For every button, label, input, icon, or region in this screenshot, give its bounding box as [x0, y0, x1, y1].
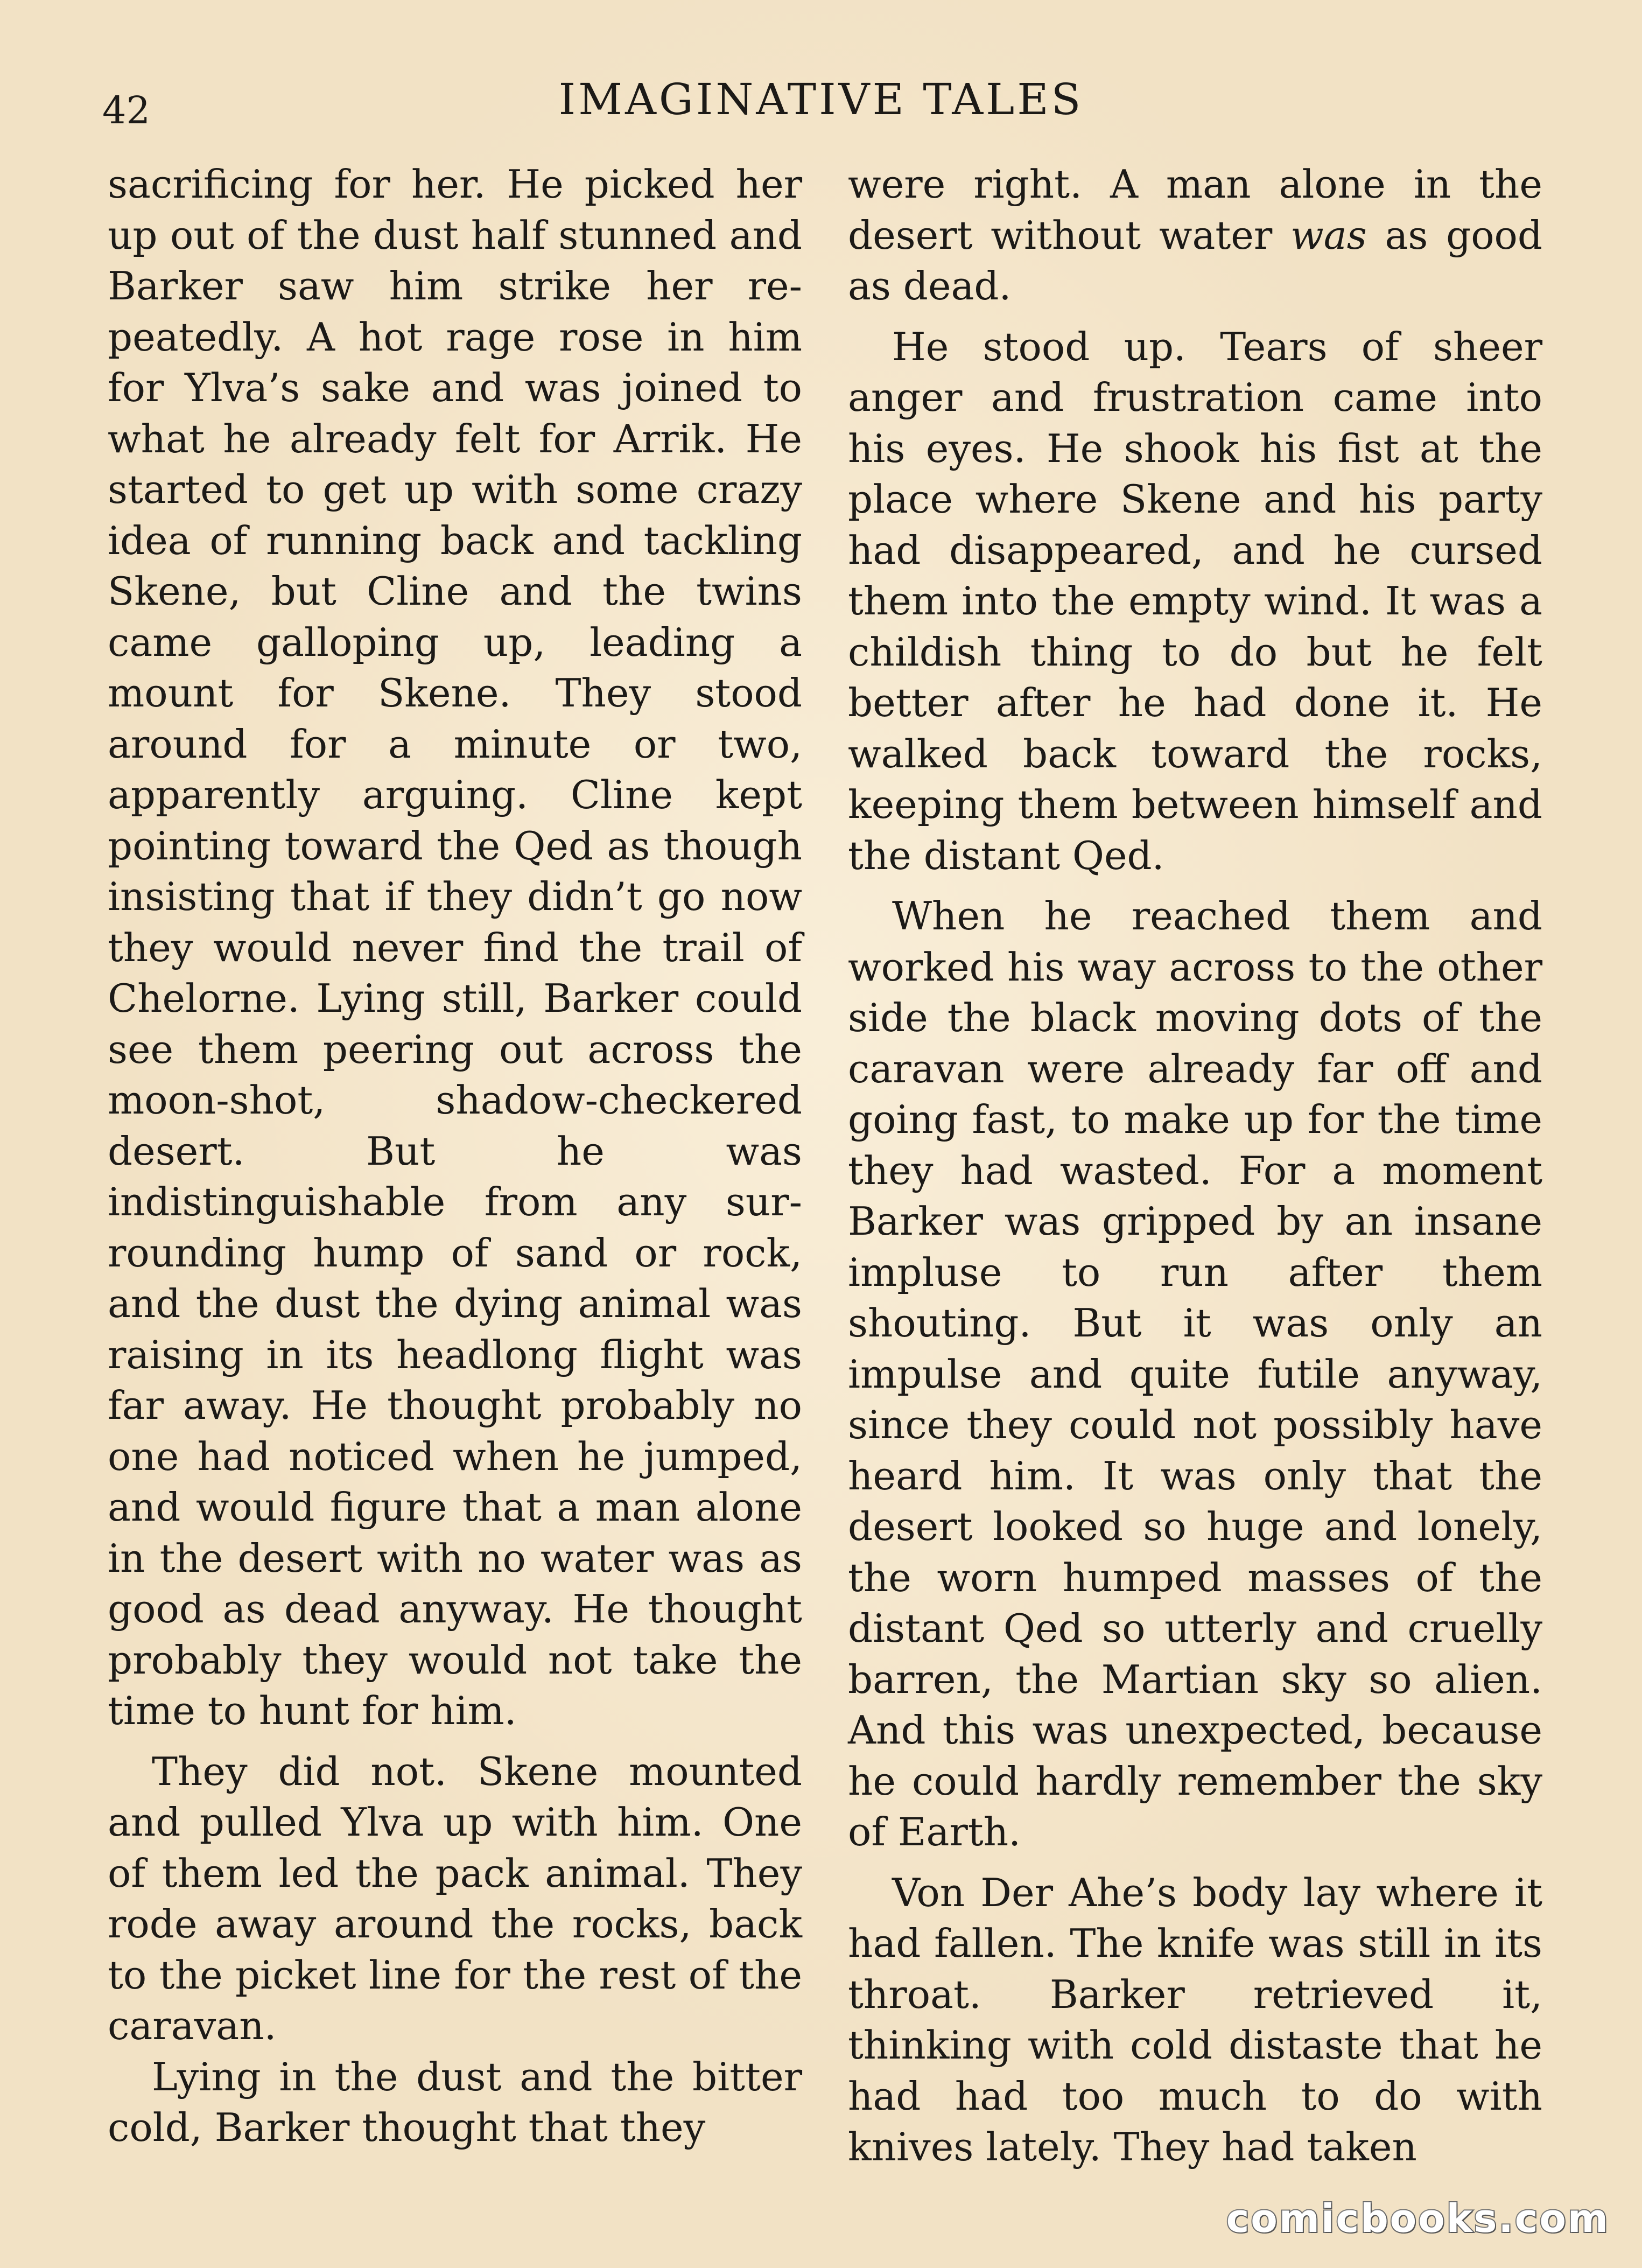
paragraph: He stood up. Tears of sheer anger and frustration came into his eyes. He shook his fist at the place where Skene and his party had disappeared, and he cursed them into the empty wind. It was a childish thing to do but he felt better after he had done it. He walked back toward the rocks, keeping them between himself and the distant Qed.: [848, 324, 1542, 878]
watermark-logo: comicbooks.com: [1226, 2196, 1610, 2241]
left-text-column: [108, 159, 802, 2150]
paragraph-text: were right. A man alone in the desert without water: [848, 162, 1542, 258]
paragraph: Von Der Ahe’s body lay where it had fallen. The knife was still in its throat. Barker retrieved it, thinking with cold distaste that he had had too much to do with knives lately. They had taken: [848, 1870, 1542, 2169]
running-title: IMAGINATIVE TALES: [558, 74, 1084, 124]
emphasized-word: was: [1290, 212, 1367, 258]
page-header: [0, 65, 1642, 132]
paragraph: [848, 159, 1542, 312]
paragraph-text: as good as dead.: [848, 212, 1542, 309]
page-number: 42: [102, 88, 151, 132]
paragraph: Lying in the dust and the bitter cold, Barker thought that they: [108, 2054, 802, 2150]
right-text-column: [848, 159, 1542, 2169]
paragraph: When he reached them and worked his way across to the other side the black moving dots of the caravan were already far off and going fast, to make up for the time they had wasted. For a moment Barker was gripped by an insane impluse to run after them shouting. But it was only an impulse and quite futile anyway, since they could not possibly have heard him. It was only that the desert looked so huge and lonely, the worn humped masses of the distant Qed so utterly and cruelly barren, the Martian sky so alien. And this was unexpected, because he could hardly remember the sky of Earth.: [848, 893, 1542, 1854]
paragraph: They did not. Skene mounted and pulled Ylva up with him. One of them led the pack animal. They rode away around the rocks, back to the picket line for the rest of the caravan.: [108, 1748, 802, 2048]
paragraph: sacrificing for her. He picked her up out of the dust half stunned and Barker saw him strike her repeatedly. A hot rage rose in him for Ylva’s sake and was joined to what he already felt for Arrik. He started to get up with some crazy idea of running back and tackling Skene, but Cline and the twins came galloping up, leading a mount for Skene. They stood around for a minute or two, apparently arguing. Cline kept pointing toward the Qed as though insisting that if they didn’t go now they would never find the trail of Chelorne. Lying still, Barker could see them peering out across the moon-shot, shadow-checkered desert. But he was indistinguishable from any surrounding hump of sand or rock, and the dust the dying animal was raising in its headlong flight was far away. He thought probably no one had noticed when he jumped, and would figure that a man alone in the desert with no water was as good as dead anyway. He thought probably they would not take the time to hunt for him.: [108, 162, 802, 1733]
